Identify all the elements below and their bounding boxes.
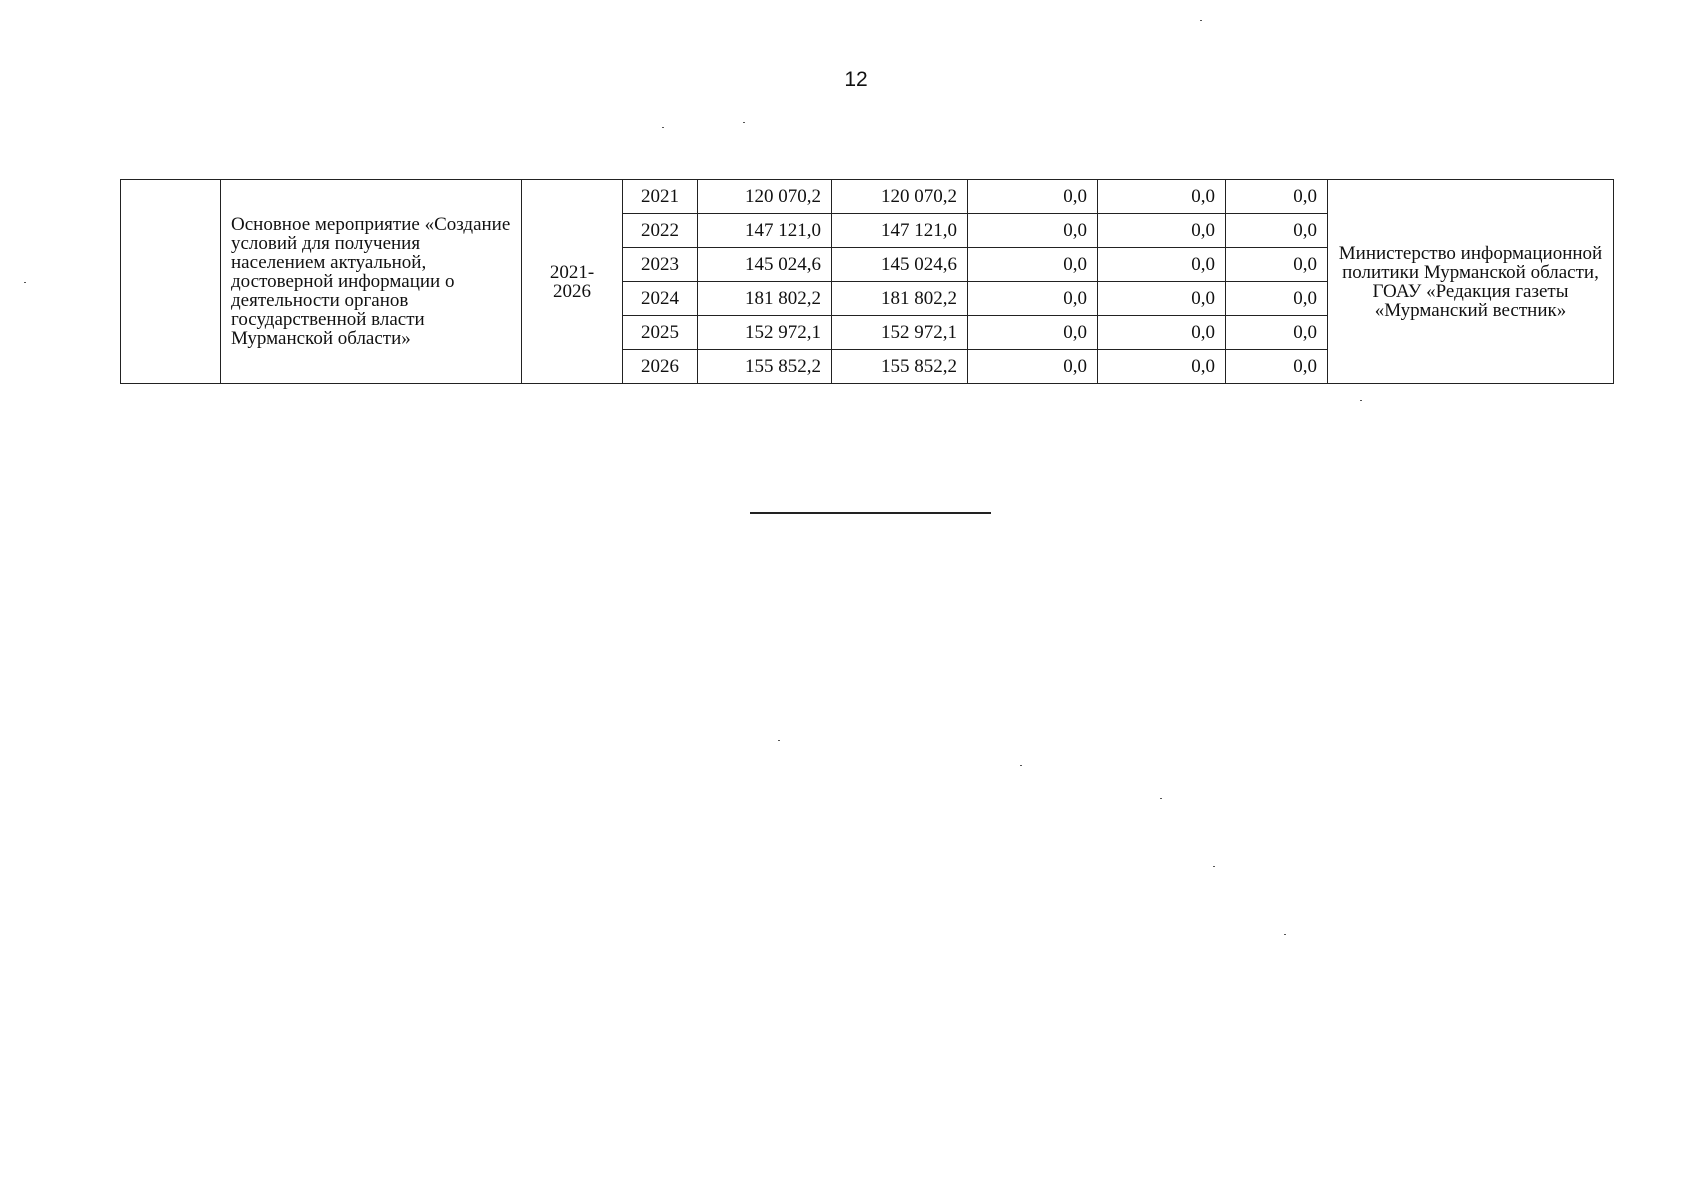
regional-budget-cell: 145 024,6 — [832, 248, 968, 282]
page-number: 12 — [844, 68, 868, 91]
local-budget-cell: 0,0 — [1098, 214, 1226, 248]
year-cell: 2021 — [623, 180, 698, 214]
year-cell: 2025 — [623, 316, 698, 350]
local-budget-cell: 0,0 — [1098, 282, 1226, 316]
scan-speck — [1213, 866, 1215, 867]
federal-budget-cell: 0,0 — [968, 350, 1098, 384]
measure-description: Основное мероприятие «Создание условий для получения населением актуальной, достоверной информации о деятельности органов государственной власти Мурманской области» — [221, 180, 522, 384]
year-cell: 2024 — [623, 282, 698, 316]
other-sources-cell: 0,0 — [1226, 282, 1328, 316]
federal-budget-cell: 0,0 — [968, 316, 1098, 350]
scan-speck — [1284, 934, 1286, 935]
scan-speck — [1360, 400, 1362, 401]
federal-budget-cell: 0,0 — [968, 248, 1098, 282]
total-cell: 181 802,2 — [698, 282, 832, 316]
local-budget-cell: 0,0 — [1098, 180, 1226, 214]
total-cell: 145 024,6 — [698, 248, 832, 282]
local-budget-cell: 0,0 — [1098, 350, 1226, 384]
total-cell: 152 972,1 — [698, 316, 832, 350]
other-sources-cell: 0,0 — [1226, 214, 1328, 248]
total-cell: 147 121,0 — [698, 214, 832, 248]
federal-budget-cell: 0,0 — [968, 282, 1098, 316]
regional-budget-cell: 155 852,2 — [832, 350, 968, 384]
index-cell — [121, 180, 221, 384]
scan-speck — [778, 740, 780, 741]
scan-speck — [1020, 765, 1022, 766]
table-row — [121, 180, 1614, 214]
federal-budget-cell: 0,0 — [968, 180, 1098, 214]
scan-speck — [1160, 798, 1162, 799]
regional-budget-cell: 181 802,2 — [832, 282, 968, 316]
period-text: 2021- 2026 — [549, 261, 595, 302]
total-cell: 120 070,2 — [698, 180, 832, 214]
federal-budget-cell: 0,0 — [968, 214, 1098, 248]
local-budget-cell: 0,0 — [1098, 316, 1226, 350]
other-sources-cell: 0,0 — [1226, 350, 1328, 384]
total-cell: 155 852,2 — [698, 350, 832, 384]
other-sources-cell: 0,0 — [1226, 248, 1328, 282]
local-budget-cell: 0,0 — [1098, 248, 1226, 282]
scan-speck — [743, 122, 745, 123]
scan-speck — [662, 127, 664, 128]
end-of-document-rule — [750, 512, 991, 514]
regional-budget-cell: 120 070,2 — [832, 180, 968, 214]
period-cell — [522, 180, 623, 384]
regional-budget-cell: 152 972,1 — [832, 316, 968, 350]
regional-budget-cell: 147 121,0 — [832, 214, 968, 248]
scan-speck — [24, 282, 26, 283]
year-cell: 2023 — [623, 248, 698, 282]
scan-speck — [1200, 20, 1202, 21]
year-cell: 2022 — [623, 214, 698, 248]
executor-cell: Министерство информационной политики Мурманской области, ГОАУ «Редакция газеты «Мурманский вестник» — [1328, 180, 1614, 384]
budget-table — [120, 179, 1614, 384]
other-sources-cell: 0,0 — [1226, 316, 1328, 350]
other-sources-cell: 0,0 — [1226, 180, 1328, 214]
year-cell: 2026 — [623, 350, 698, 384]
